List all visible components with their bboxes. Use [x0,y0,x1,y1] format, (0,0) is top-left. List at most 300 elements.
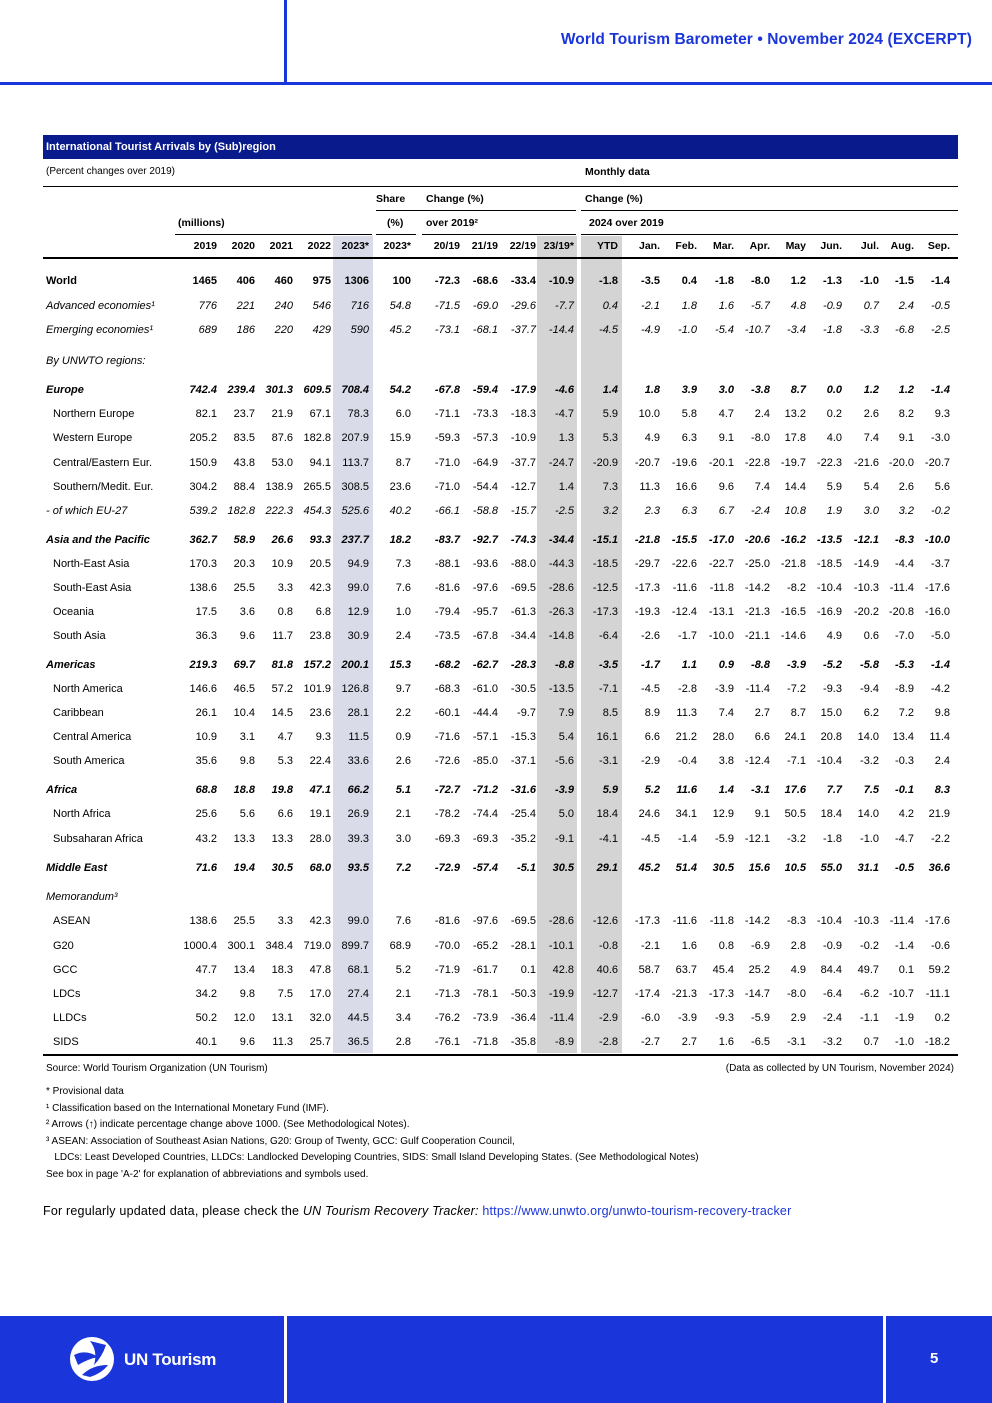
table-cell: -71.3 [434,988,460,1000]
table-cell: 8.2 [898,408,914,420]
table-cell: -68.1 [472,324,498,336]
table-cell: 5.9 [826,481,842,493]
table-cell: 182.8 [227,505,255,517]
table-cell: -28.3 [510,659,536,671]
table-row [43,478,958,498]
table-cell: -69.5 [510,915,536,927]
table-cell: 689 [198,324,217,336]
table-cell: -73.5 [434,630,460,642]
table-cell: -1.4 [931,659,950,671]
row-label: By UNWTO regions: [46,355,146,367]
table-cell: 2.3 [644,505,660,517]
table-cell: -17.6 [924,582,950,594]
table-cell: 3.6 [239,606,255,618]
table-cell: -17.3 [708,988,734,1000]
table-cell: 18.4 [596,808,618,820]
table-cell: -3.4 [787,324,806,336]
table-cell: -76.1 [434,1036,460,1048]
table-cell: 6.3 [681,432,697,444]
table-cell: -31.6 [510,784,536,796]
column-header: 2020 [231,240,255,252]
table-cell: -22.6 [671,558,697,570]
table-cell: 47.8 [309,964,331,976]
table-cell: -10.4 [816,755,842,767]
table-title: International Tourist Arrivals by (Sub)region [43,135,958,159]
table-cell: -2.5 [555,505,574,517]
table-cell: -11.4 [549,1012,574,1024]
table-cell: -16.2 [780,534,806,546]
table-cell: 83.5 [233,432,255,444]
table-cell: 719.0 [303,940,331,952]
table-cell: -17.3 [634,915,660,927]
table-row [43,531,958,551]
table-cell: 0.9 [395,731,411,743]
table-cell: 454.3 [303,505,331,517]
column-header: Aug. [890,240,914,252]
table-row [43,859,958,879]
table-cell: -10.0 [924,534,950,546]
row-label: G20 [53,940,74,952]
table-cell: -18.5 [592,558,618,570]
table-cell: -0.2 [860,940,879,952]
table-cell: 1.6 [718,1036,734,1048]
table-cell: -19.9 [548,988,574,1000]
table-cell: -68.2 [434,659,460,671]
table-cell: 11.5 [348,731,369,743]
table-cell: 13.4 [233,964,255,976]
table-cell: -68.6 [472,275,498,287]
table-cell: 36.5 [347,1036,369,1048]
table-cell: -21.3 [744,606,770,618]
column-header: 2019 [193,240,217,252]
table-cell: -37.7 [510,457,536,469]
table-cell: -2.1 [641,300,660,312]
table-cell: 6.6 [754,731,770,743]
table-cell: 5.6 [934,481,950,493]
table-cell: -5.9 [715,833,734,845]
table-cell: -1.8 [715,275,734,287]
table-row [43,680,958,700]
table-cell: -13.1 [708,606,734,618]
table-cell: -13.5 [816,534,842,546]
column-header: Jun. [820,240,842,252]
table-cell: -69.0 [472,300,498,312]
table-cell: -1.4 [931,384,950,396]
table-cell: -17.6 [924,915,950,927]
table-cell: 239.4 [227,384,255,396]
table-cell: 14.0 [857,808,879,820]
table-cell: -4.5 [641,683,660,695]
table-cell: 1.8 [681,300,697,312]
share-header: Share [376,193,406,205]
table-cell: 4.2 [898,808,914,820]
table-cell: -10.4 [816,582,842,594]
table-cell: 23.6 [309,707,331,719]
table-cell: 1.9 [826,505,842,517]
table-cell: -24.7 [548,457,574,469]
column-header: Jan. [638,240,660,252]
table-cell: -21.6 [853,457,879,469]
table-cell: 3.0 [395,833,411,845]
table-cell: -81.6 [434,582,460,594]
table-cell: 54.2 [389,384,411,396]
table-cell: 1.4 [558,481,574,493]
row-label: Advanced economies¹ [46,300,155,312]
table-row [43,555,958,575]
table-cell: 7.2 [395,862,411,874]
table-cell: 26.6 [271,534,293,546]
change-header-left: Change (%) [426,193,484,205]
table-cell: 1.2 [790,275,806,287]
table-cell: 7.7 [826,784,842,796]
table-cell: -3.1 [599,755,618,767]
table-cell: -69.5 [510,582,536,594]
table-cell: -22.7 [708,558,734,570]
table-cell: -1.8 [599,275,618,287]
rule-over2019 [422,234,576,235]
share-unit-header: (%) [387,217,404,229]
column-header: May [785,240,806,252]
table-cell: -5.3 [895,659,914,671]
table-cell: 27.4 [347,988,369,1000]
table-cell: 222.3 [265,505,293,517]
table-cell: 9.3 [934,408,950,420]
table-cell: -88.0 [510,558,536,570]
table-row [43,627,958,647]
table-cell: 16.1 [596,731,618,743]
table-cell: 40.1 [195,1036,217,1048]
footnotes [46,1084,699,1183]
table-cell: 87.6 [271,432,293,444]
table-cell: 3.2 [898,505,914,517]
table-cell: 23.6 [389,481,411,493]
row-label: Western Europe [53,432,133,444]
table-row [43,912,958,932]
table-cell: 8.5 [602,707,618,719]
table-cell: -2.1 [641,940,660,952]
footer-separator-right [883,1316,886,1403]
table-cell: -3.5 [641,275,660,287]
column-header: 21/19 [471,240,498,252]
table-cell: -9.1 [555,833,574,845]
table-cell: -30.5 [510,683,536,695]
table-cell: -20.9 [592,457,618,469]
table-cell: -71.9 [434,964,460,976]
table-cell: 21.9 [271,408,293,420]
footer-bar [0,1316,992,1403]
row-label: Asia and the Pacific [46,534,150,546]
table-cell: -21.1 [744,630,770,642]
table-cell: 18.4 [820,808,842,820]
table-cell: 525.6 [341,505,369,517]
table-cell: -64.9 [472,457,498,469]
footnote-line: See box in page 'A-2' for explanation of abbreviations and symbols used. [46,1168,369,1180]
table-cell: -1.8 [823,833,842,845]
table-cell: -61.7 [472,964,498,976]
table-cell: -15.5 [671,534,697,546]
table-cell: 13.1 [271,1012,293,1024]
table-cell: 1000.4 [183,940,217,952]
table-cell: -10.3 [853,582,879,594]
table-cell: -12.4 [671,606,697,618]
rule-share-change [376,210,576,211]
table-cell: -29.6 [510,300,536,312]
table-cell: 17.5 [195,606,217,618]
table-cell: -6.8 [895,324,914,336]
table-cell: 53.0 [271,457,293,469]
table-cell: -2.4 [823,1012,842,1024]
column-header: Feb. [675,240,697,252]
column-header: 20/19 [433,240,460,252]
table-cell: -61.0 [472,683,498,695]
table-cell: -1.0 [678,324,697,336]
table-cell: 25.6 [195,808,217,820]
table-cell: -67.8 [472,630,498,642]
un-tourism-logo-icon [68,1335,116,1383]
table-cell: 3.0 [863,505,879,517]
table-cell: 2.4 [395,630,411,642]
table-cell: -20.0 [888,457,914,469]
table-cell: -4.2 [931,683,950,695]
table-cell: 200.1 [341,659,369,671]
table-cell: -57.3 [472,432,498,444]
table-cell: 20.8 [820,731,842,743]
table-cell: 63.7 [675,964,697,976]
millions-header: (millions) [178,217,225,229]
table-cell: -16.5 [780,606,806,618]
table-cell: -8.8 [555,659,574,671]
table-cell: 7.6 [395,915,411,927]
table-cell: 20.3 [233,558,255,570]
table-cell: -18.2 [924,1036,950,1048]
table-cell: 0.8 [277,606,293,618]
table-cell: -71.6 [434,731,460,743]
table-row [43,1033,958,1053]
table-cell: -59.3 [434,432,460,444]
table-cell: -2.7 [641,1036,660,1048]
table-cell: -3.8 [751,384,770,396]
table-cell: 6.8 [315,606,331,618]
table-cell: 7.4 [754,481,770,493]
row-label: - of which EU-27 [46,505,128,517]
table-cell: 100 [392,275,411,287]
table-cell: 47.7 [195,964,217,976]
table-cell: 0.2 [934,1012,950,1024]
table-cell: 6.0 [395,408,411,420]
table-cell: -71.1 [434,408,460,420]
table-cell: 8.7 [790,707,806,719]
header-title: World Tourism Barometer • November 2024 (EXCERPT) [560,31,972,48]
table-cell: 15.0 [820,707,842,719]
table-cell: 11.6 [676,784,697,796]
table-row [43,429,958,449]
row-label: Central/Eastern Eur. [53,457,153,469]
table-cell: 9.8 [934,707,950,719]
table-cell: -12.1 [853,534,879,546]
table-cell: 21.2 [675,731,697,743]
table-cell: 40.2 [389,505,411,517]
table-cell: 9.6 [718,481,734,493]
table-cell: 2.8 [790,940,806,952]
table-cell: 3.2 [602,505,618,517]
table-cell: 18.8 [233,784,255,796]
table-cell: 39.3 [347,833,369,845]
table-cell: -10.9 [510,432,536,444]
table-cell: 138.6 [189,915,217,927]
table-cell: 460 [274,275,293,287]
table-cell: 23.8 [309,630,331,642]
table-cell: 71.6 [195,862,217,874]
table-cell: 3.9 [681,384,697,396]
table-cell: 546 [312,300,331,312]
table-cell: -5.8 [860,659,879,671]
table-cell: -0.2 [931,505,950,517]
table-row [43,961,958,981]
table-cell: -50.3 [510,988,536,1000]
table-cell: -36.4 [510,1012,536,1024]
table-cell: 34.2 [195,988,217,1000]
table-cell: -1.4 [895,940,914,952]
rule-top [43,186,958,187]
rule-columns-bottom [43,257,958,259]
table-cell: -97.6 [472,582,498,594]
table-cell: -2.9 [599,1012,618,1024]
table-cell: 68.0 [309,862,331,874]
table-cell: 46.5 [233,683,255,695]
table-cell: 1.8 [644,384,660,396]
row-label: South-East Asia [53,582,132,594]
table-cell: 590 [350,324,369,336]
table-cell: 7.4 [863,432,879,444]
table-cell: 26.1 [195,707,217,719]
table-cell: -71.8 [472,1036,498,1048]
table-cell: 36.6 [928,862,950,874]
table-cell: 5.9 [602,408,618,420]
table-cell: 43.8 [233,457,255,469]
table-cell: -2.9 [641,755,660,767]
table-cell: -3.2 [787,833,806,845]
table-cell: 186 [236,324,255,336]
row-label: North Africa [53,808,111,820]
table-cell: 205.2 [189,432,217,444]
row-label: ASEAN [53,915,91,927]
table-cell: 35.6 [195,755,217,767]
tracker-prefix: For regularly updated data, please check the [43,1204,303,1218]
header-divider [284,0,287,85]
table-cell: -44.4 [472,707,498,719]
table-cell: -2.6 [641,630,660,642]
table-cell: -14.2 [744,915,770,927]
table-row [43,603,958,623]
table-cell: -4.5 [599,324,618,336]
table-cell: -18.3 [510,408,536,420]
table-cell: -72.3 [434,275,460,287]
table-cell: 31.1 [857,862,879,874]
table-cell: -11.4 [889,582,914,594]
table-cell: 2.1 [395,988,411,1000]
table-cell: 7.4 [718,707,734,719]
table-cell: -1.5 [895,275,914,287]
table-cell: -10.9 [548,275,574,287]
table-cell: -20.8 [888,606,914,618]
table-cell: -79.4 [434,606,460,618]
table-cell: -69.3 [434,833,460,845]
table-cell: -20.7 [924,457,950,469]
table-cell: -25.0 [744,558,770,570]
table-cell: 609.5 [303,384,331,396]
table-cell: -3.2 [823,1036,842,1048]
table-cell: -21.8 [780,558,806,570]
table-cell: 12.9 [347,606,369,618]
table-cell: 10.4 [233,707,255,719]
table-cell: 5.6 [239,808,255,820]
table-cell: -81.6 [434,915,460,927]
table-cell: 8.9 [644,707,660,719]
table-cell: -5.7 [751,300,770,312]
table-cell: -10.3 [853,915,879,927]
table-cell: -3.3 [860,324,879,336]
table-cell: 348.4 [265,940,293,952]
table-cell: -11.8 [709,915,734,927]
row-label: Central America [53,731,132,743]
table-cell: -21.3 [671,988,697,1000]
table-cell: -2.4 [751,505,770,517]
table-cell: 101.9 [303,683,331,695]
table-cell: 11.3 [272,1036,293,1048]
monthly-data-label: Monthly data [585,166,650,178]
table-cell: -8.9 [895,683,914,695]
table-cell: 2.8 [395,1036,411,1048]
table-cell: 6.6 [644,731,660,743]
table-cell: 20.5 [309,558,331,570]
table-cell: 45.4 [712,964,734,976]
table-cell: 182.8 [303,432,331,444]
table-cell: -7.1 [787,755,806,767]
table-cell: 18.3 [271,964,293,976]
table-cell: 9.7 [395,683,411,695]
table-cell: 2.2 [395,707,411,719]
row-label: LDCs [53,988,81,1000]
table-cell: -15.3 [510,731,536,743]
table-cell: -69.3 [472,833,498,845]
table-cell: 5.2 [395,964,411,976]
table-cell: 9.3 [315,731,331,743]
table-cell: 94.1 [309,457,331,469]
table-cell: -9.3 [823,683,842,695]
table-cell: 221 [236,300,255,312]
table-cell: -4.4 [895,558,914,570]
table-cell: 57.2 [271,683,293,695]
table-cell: -7.2 [787,683,806,695]
table-cell: 10.9 [195,731,217,743]
table-cell: -5.2 [823,659,842,671]
table-cell: 7.6 [395,582,411,594]
tracker-link[interactable]: https://www.unwto.org/unwto-tourism-recovery-tracker [482,1204,792,1218]
table-cell: 5.2 [644,784,660,796]
table-cell: -6.4 [823,988,842,1000]
table-cell: 15.6 [748,862,770,874]
table-cell: -20.7 [634,457,660,469]
table-row [43,752,958,772]
table-cell: 8.3 [934,784,950,796]
table-cell: -12.7 [510,481,536,493]
table-cell: 45.2 [638,862,660,874]
table-cell: 84.4 [820,964,842,976]
table-cell: -71.5 [434,300,460,312]
row-label: Americas [46,659,96,671]
table-cell: 9.6 [239,1036,255,1048]
table-cell: 13.3 [233,833,255,845]
